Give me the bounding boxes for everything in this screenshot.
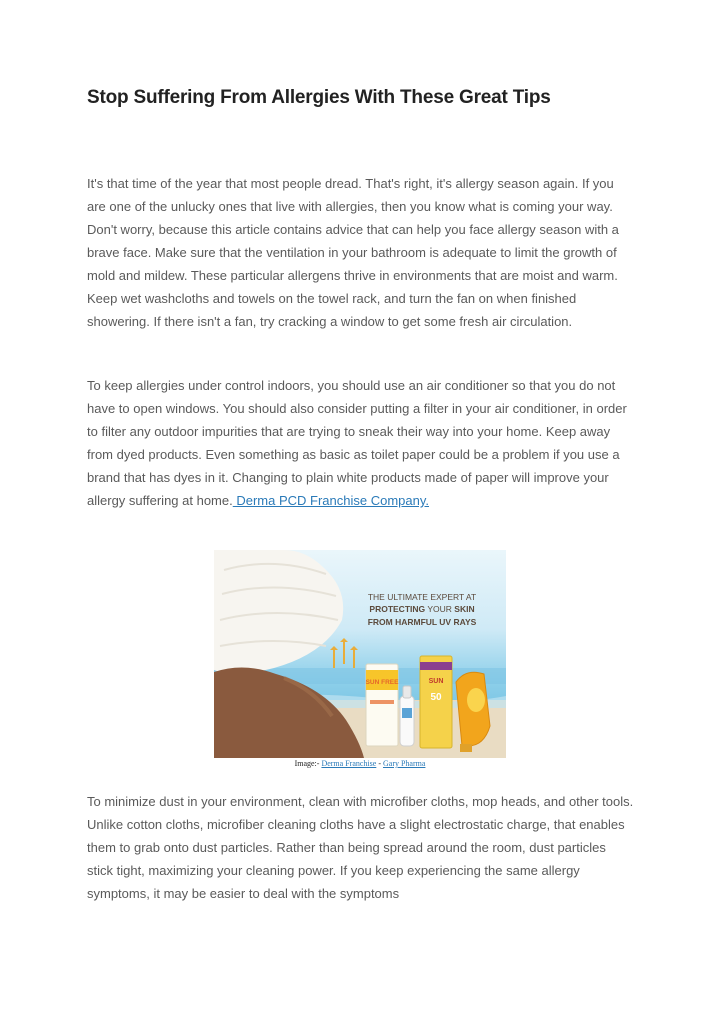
figure-headline-line-1: THE ULTIMATE EXPERT AT xyxy=(367,592,477,602)
derma-pcd-franchise-link[interactable]: Derma PCD Franchise Company. xyxy=(232,493,429,508)
caption-link-derma-franchise[interactable]: Derma Franchise xyxy=(321,759,377,768)
article-title: Stop Suffering From Allergies With These Great Tips xyxy=(87,87,551,108)
product-2-spf: 50 xyxy=(430,692,442,703)
woman-with-hat-illustration xyxy=(214,550,364,758)
caption-prefix: Image:- xyxy=(294,759,322,768)
figure-headline-mid: YOUR xyxy=(425,604,455,614)
sunscreen-product-image xyxy=(214,550,506,758)
paragraph-2-text: To keep allergies under control indoors, you should use an air conditioner so that you do not have to open windows. You should also consider putting a filter in your air conditioner, in order to filter any outdoor impurities that are trying to sneak their way into your home. Keep away from dyed products. Even something as basic as toilet paper could be a problem if you use a brand that has dyes in it. Changing to plain white products made of paper will improve your allergy suffering at home. xyxy=(87,378,627,508)
caption-separator: - xyxy=(376,759,383,768)
figure-headline-line-3: FROM HARMFUL UV RAYS xyxy=(367,617,477,627)
paragraph-1: It's that time of the year that most people dread. That's right, it's allergy season again. If you are one of the unlucky ones that live with allergies, then you know what is coming your way. Don't worry, because this article contains advice that can help you face allergy season with a brave face. Make sure that the ventilation in your bathroom is adequate to limit the growth of mold and mildew. These particular allergens thrive in environments that are moist and warm. Keep wet washcloths and towels on the towel rack, and turn the fan on when finished showering. If there isn't a fan, try cracking a window to get some fresh air circulation. xyxy=(87,176,619,329)
product-1-label: SUN FREE xyxy=(365,679,399,686)
paragraph-2 xyxy=(87,374,635,512)
figure-headline-line-2 xyxy=(369,604,474,614)
figure-headline-bold-2: SKIN xyxy=(454,604,475,614)
paragraph-3: To minimize dust in your environment, clean with microfiber cloths, mop heads, and other tools. Unlike cotton cloths, microfiber cleaning cloths have a slight electrostatic charge, that enables them to grab onto dust particles. Rather than being spread around the room, dust particles stick tight, maximizing your cleaning power. If you keep experiencing the same allergy symptoms, it may be easier to deal with the symptoms xyxy=(87,794,634,901)
uv-rays-arrows xyxy=(330,638,358,668)
figure-headline-bold-1: PROTECTING xyxy=(369,604,426,614)
image-caption xyxy=(214,759,506,768)
product-2-label: SUN xyxy=(428,678,444,685)
caption-link-gary-pharma[interactable]: Gary Pharma xyxy=(382,759,426,768)
